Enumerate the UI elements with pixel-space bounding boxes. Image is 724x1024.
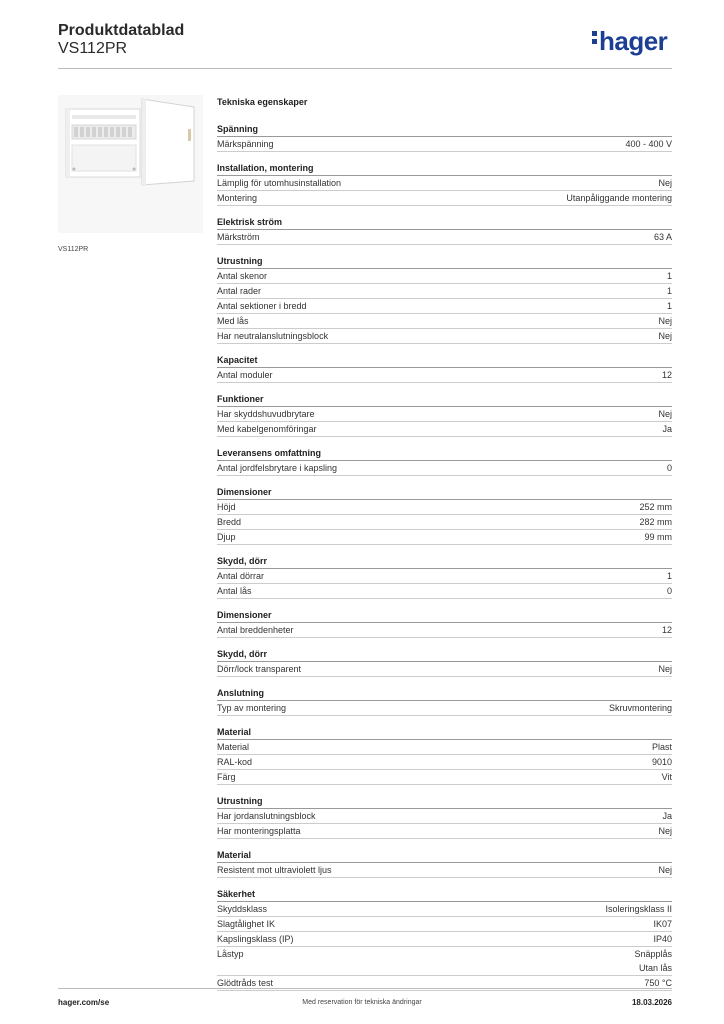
- spec-value: Ja: [662, 424, 672, 434]
- spec-group-title: Dimensioner: [217, 485, 672, 500]
- spec-label: Höjd: [217, 502, 236, 512]
- spec-label: Dörr/lock transparent: [217, 664, 302, 674]
- spec-row: [217, 863, 672, 878]
- spec-value: 1: [666, 571, 672, 581]
- footer-divider: [58, 988, 672, 989]
- spec-value: Isoleringsklass II: [605, 904, 672, 914]
- header-divider: [58, 68, 672, 69]
- spec-label: Antal rader: [217, 286, 262, 296]
- spec-value: 252 mm: [639, 502, 672, 512]
- spec-row: [217, 176, 672, 191]
- spec-group-title: Material: [217, 848, 672, 863]
- spec-value: Utanpåliggande montering: [566, 193, 672, 203]
- spec-row: [217, 824, 672, 839]
- spec-label: Resistent mot ultraviolett ljus: [217, 865, 332, 875]
- spec-value: 1: [666, 271, 672, 281]
- image-caption: VS112PR: [58, 246, 89, 253]
- spec-value: 0: [666, 463, 672, 473]
- spec-group-title: Säkerhet: [217, 887, 672, 902]
- spec-row: [217, 569, 672, 584]
- spec-label: Har jordanslutningsblock: [217, 811, 316, 821]
- spec-value: 0: [666, 586, 672, 596]
- spec-group: [217, 122, 672, 152]
- spec-group: [217, 161, 672, 206]
- spec-value: IK07: [653, 919, 672, 929]
- spec-group: [217, 485, 672, 545]
- spec-row: [217, 770, 672, 785]
- spec-label: Märkström: [217, 232, 260, 242]
- spec-label: Material: [217, 742, 250, 752]
- spec-group-title: Utrustning: [217, 254, 672, 269]
- footer-disclaimer: Med reservation för tekniska ändringar: [302, 999, 422, 1006]
- spec-group-title: Anslutning: [217, 686, 672, 701]
- spec-row: [217, 530, 672, 545]
- spec-group: [217, 353, 672, 383]
- spec-label: Antal skenor: [217, 271, 268, 281]
- spec-value: Nej: [658, 178, 672, 188]
- spec-row: [217, 284, 672, 299]
- spec-group: [217, 254, 672, 344]
- spec-group-title: Kapacitet: [217, 353, 672, 368]
- spec-group: [217, 392, 672, 437]
- spec-row: [217, 299, 672, 314]
- spec-row: [217, 662, 672, 677]
- spec-value: 1: [666, 301, 672, 311]
- spec-row: [217, 584, 672, 599]
- spec-group: [217, 608, 672, 638]
- spec-value: Nej: [658, 316, 672, 326]
- spec-value: Snäpplås Utan lås: [634, 949, 672, 973]
- spec-label: Glödtråds test: [217, 978, 274, 988]
- spec-group-title: Skydd, dörr: [217, 647, 672, 662]
- spec-value: 99 mm: [644, 532, 672, 542]
- spec-group-title: Funktioner: [217, 392, 672, 407]
- spec-label: Har neutralanslutningsblock: [217, 331, 329, 341]
- spec-value: Vit: [661, 772, 672, 782]
- spec-label: Kapslingsklass (IP): [217, 934, 294, 944]
- spec-group-title: Utrustning: [217, 794, 672, 809]
- spec-value: Nej: [658, 826, 672, 836]
- spec-label: Montering: [217, 193, 258, 203]
- spec-value: 400 - 400 V: [625, 139, 672, 149]
- spec-group: [217, 647, 672, 677]
- spec-group: [217, 446, 672, 476]
- spec-group-title: Installation, montering: [217, 161, 672, 176]
- logo-text: hager: [599, 26, 668, 56]
- spec-group-title: Skydd, dörr: [217, 554, 672, 569]
- spec-group-title: Spänning: [217, 122, 672, 137]
- spec-value: Nej: [658, 865, 672, 875]
- footer-date: 18.03.2026: [631, 998, 672, 1007]
- spec-row: [217, 623, 672, 638]
- spec-group-title: Material: [217, 725, 672, 740]
- footer-website-link[interactable]: hager.com/se: [58, 998, 110, 1007]
- spec-row: [217, 932, 672, 947]
- spec-value: Ja: [662, 811, 672, 821]
- spec-value: 63 A: [653, 232, 672, 242]
- spec-value: IP40: [653, 934, 672, 944]
- spec-row: [217, 947, 672, 976]
- spec-label: Slagtålighet IK: [217, 919, 276, 929]
- spec-label: Med kabelgenomföringar: [217, 424, 317, 434]
- spec-group-title: Dimensioner: [217, 608, 672, 623]
- spec-row: [217, 269, 672, 284]
- spec-label: Antal sektioner i bredd: [217, 301, 307, 311]
- product-image: [58, 95, 203, 233]
- product-code: VS112PR: [58, 40, 128, 57]
- spec-label: Låstyp: [217, 949, 244, 959]
- spec-row: [217, 461, 672, 476]
- spec-value: 12: [661, 625, 672, 635]
- spec-row: [217, 740, 672, 755]
- spec-label: Färg: [217, 772, 236, 782]
- spec-group: [217, 794, 672, 839]
- spec-row: [217, 755, 672, 770]
- hager-logo: [592, 26, 667, 57]
- spec-group: [217, 848, 672, 878]
- spec-row: [217, 701, 672, 716]
- logo-dots-icon: [592, 31, 597, 47]
- spec-value: Plast: [651, 742, 672, 752]
- spec-label: Med lås: [217, 316, 249, 326]
- spec-value: Nej: [658, 664, 672, 674]
- distribution-box-icon: [58, 95, 203, 233]
- spec-value: 12: [661, 370, 672, 380]
- spec-label: Har monteringsplatta: [217, 826, 301, 836]
- spec-row: [217, 515, 672, 530]
- spec-label: Typ av montering: [217, 703, 287, 713]
- spec-value: 1: [666, 286, 672, 296]
- spec-group: [217, 887, 672, 991]
- spec-row: [217, 422, 672, 437]
- spec-row: [217, 368, 672, 383]
- spec-label: Antal breddenheter: [217, 625, 294, 635]
- spec-label: Djup: [217, 532, 236, 542]
- spec-value: Skruvmontering: [608, 703, 672, 713]
- spec-heading: Tekniska egenskaper: [217, 97, 308, 107]
- spec-row: [217, 230, 672, 245]
- page-title: Produktdatablad: [58, 22, 185, 39]
- spec-label: RAL-kod: [217, 757, 253, 767]
- spec-row: [217, 902, 672, 917]
- spec-group-title: Elektrisk ström: [217, 215, 672, 230]
- spec-label: Antal dörrar: [217, 571, 265, 581]
- spec-group: [217, 554, 672, 599]
- spec-row: [217, 407, 672, 422]
- spec-label: Antal moduler: [217, 370, 273, 380]
- spec-row: [217, 329, 672, 344]
- spec-value: 750 °C: [644, 978, 672, 988]
- spec-group: [217, 686, 672, 716]
- spec-group-title: Leveransens omfattning: [217, 446, 672, 461]
- spec-label: Skyddsklass: [217, 904, 268, 914]
- spec-table: [217, 96, 672, 1000]
- spec-row: [217, 137, 672, 152]
- spec-row: [217, 191, 672, 206]
- spec-label: Lämplig för utomhusinstallation: [217, 178, 342, 188]
- spec-label: Antal lås: [217, 586, 252, 596]
- spec-row: [217, 314, 672, 329]
- spec-value: Nej: [658, 409, 672, 419]
- spec-label: Märkspänning: [217, 139, 274, 149]
- spec-row: [217, 809, 672, 824]
- spec-value: Nej: [658, 331, 672, 341]
- spec-label: Bredd: [217, 517, 242, 527]
- spec-value: 9010: [651, 757, 672, 767]
- spec-group: [217, 725, 672, 785]
- spec-group: [217, 215, 672, 245]
- spec-value: 282 mm: [639, 517, 672, 527]
- spec-label: Har skyddshuvudbrytare: [217, 409, 315, 419]
- spec-row: [217, 917, 672, 932]
- spec-label: Antal jordfelsbrytare i kapsling: [217, 463, 338, 473]
- spec-row: [217, 500, 672, 515]
